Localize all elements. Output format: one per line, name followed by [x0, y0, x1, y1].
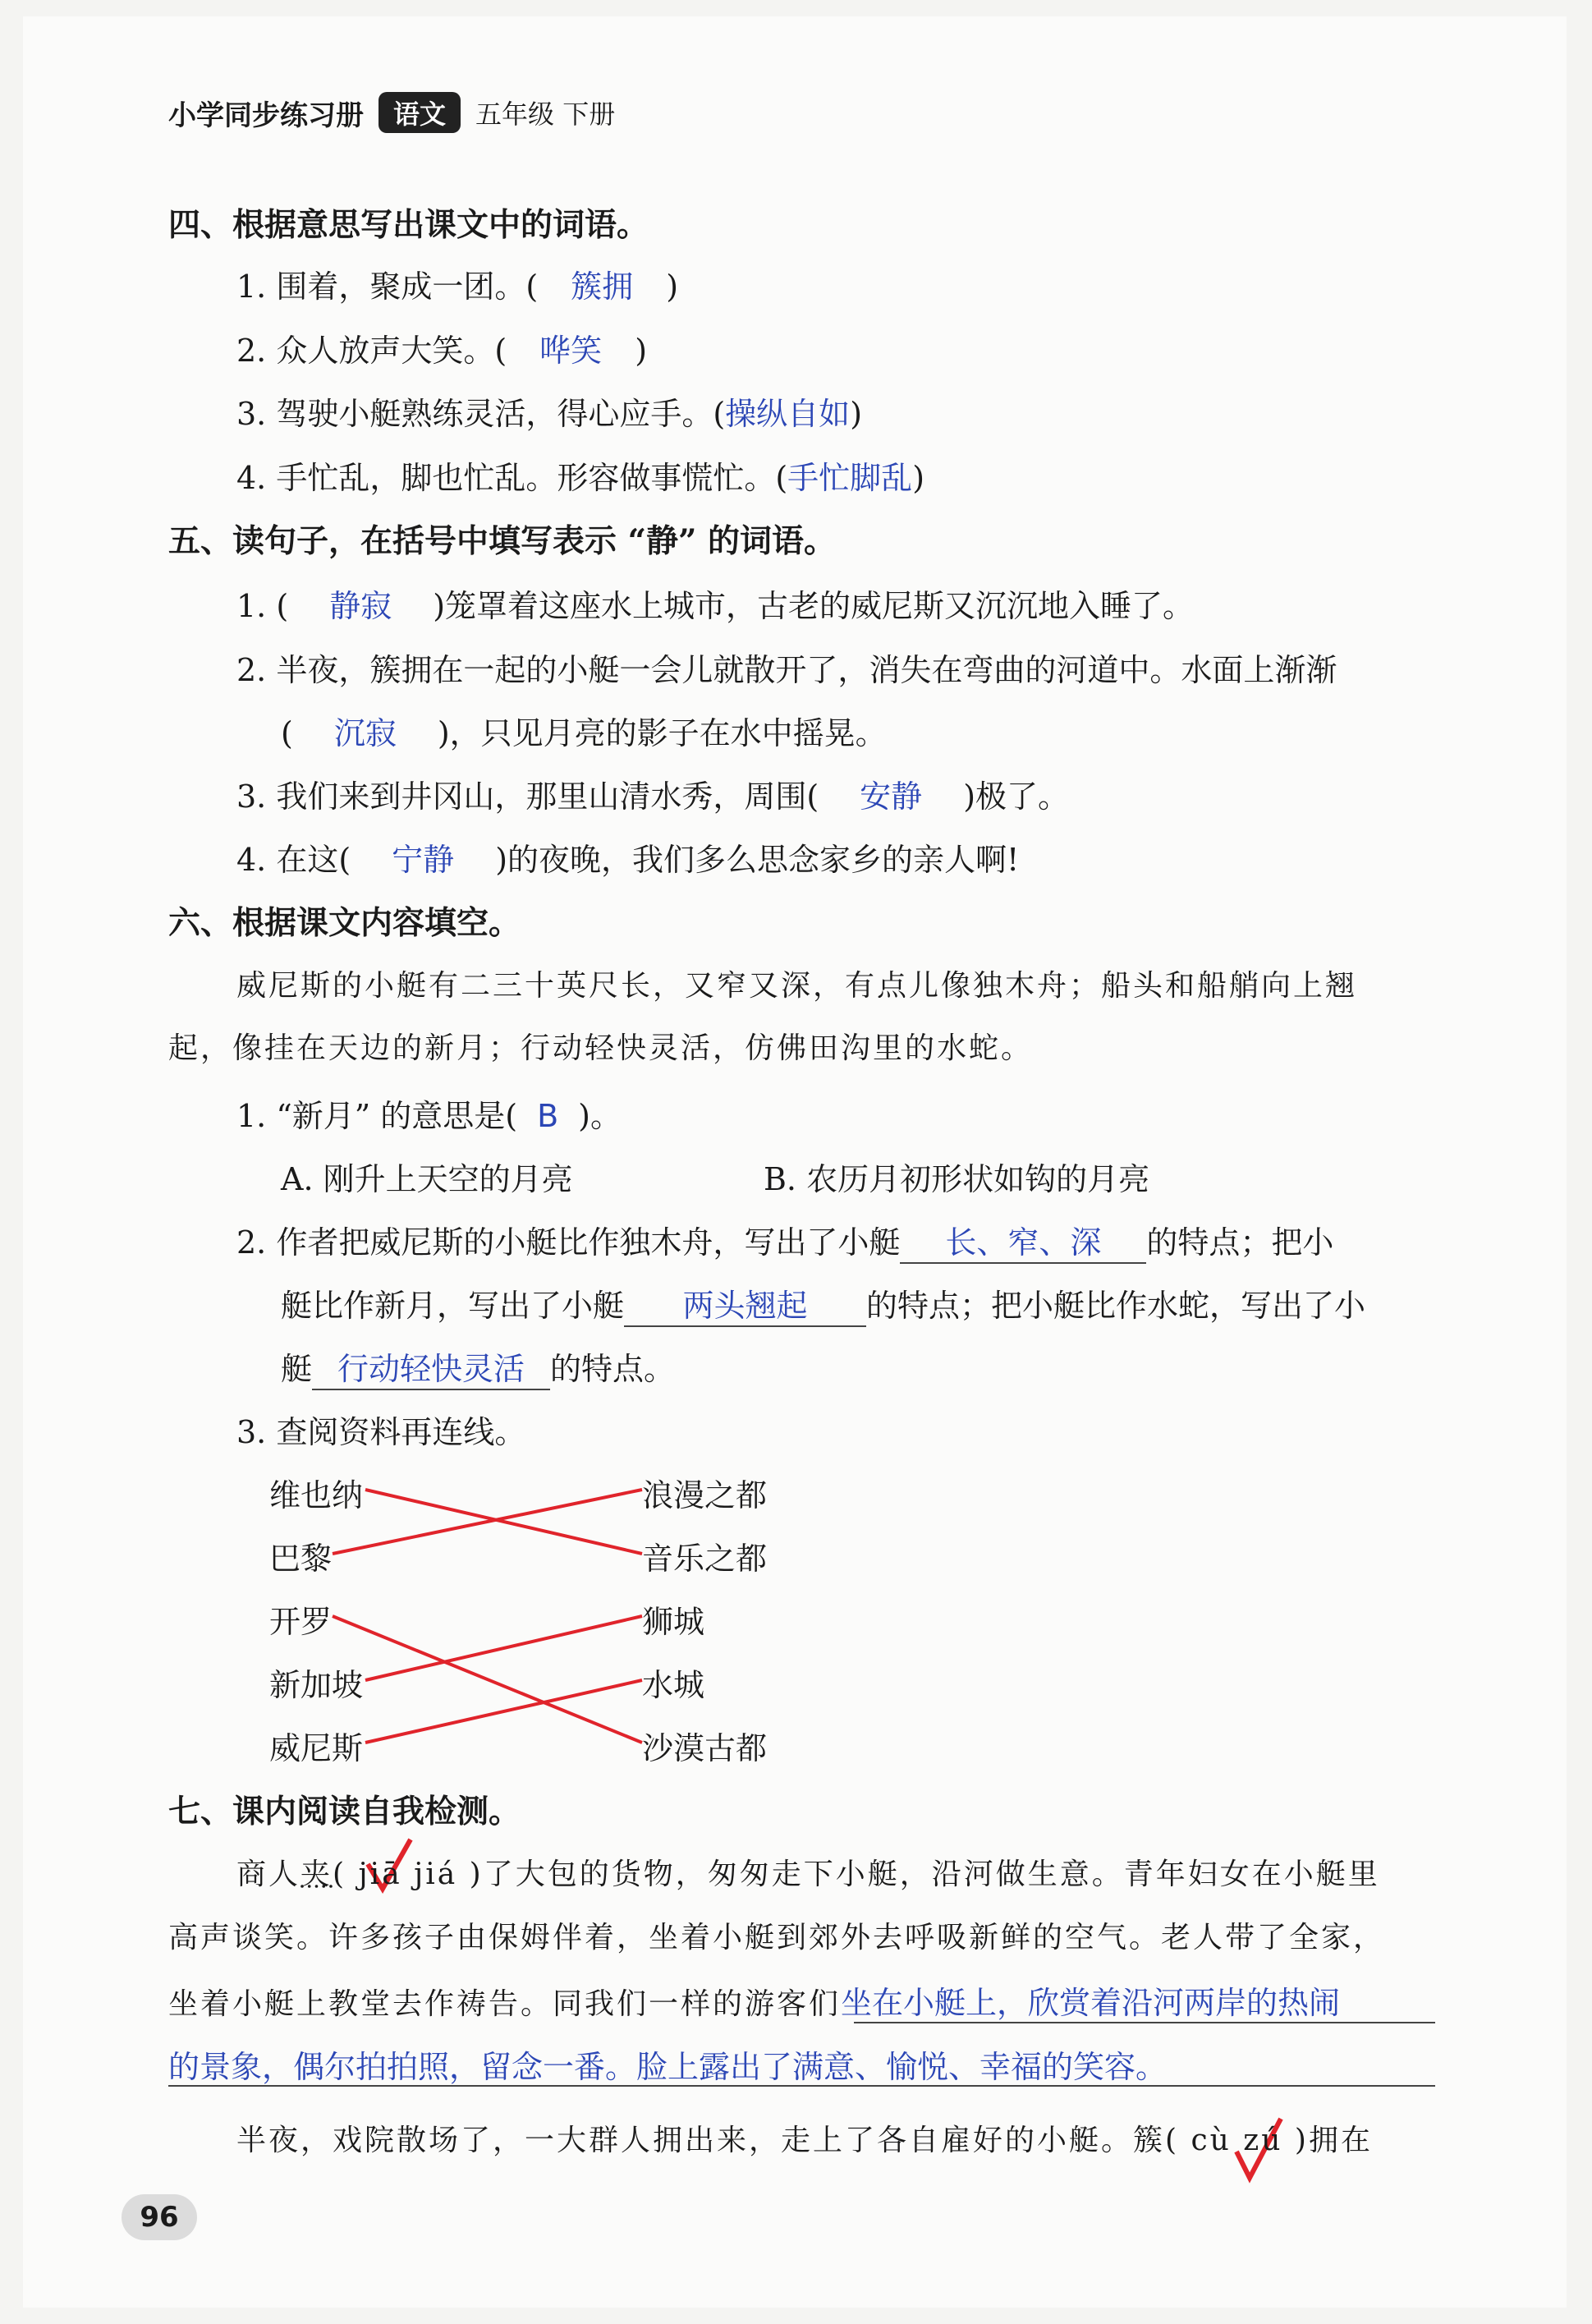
s6-option-b: B. 农历月初形状如钩的月亮 [764, 1161, 1150, 1197]
s4-answer-4: 手忙脚乱 [787, 460, 913, 496]
match-left-5: 威尼斯 [269, 1730, 364, 1766]
match-left-3: 开罗 [269, 1604, 333, 1640]
book-title: 小学同步练习册 [168, 99, 364, 132]
s5-item-1: 1. ( 静寂 )笼罩着这座水上城市，古老的威尼斯又沉沉地入睡了。 [236, 588, 1195, 624]
s7-line-1: 商人夹( jiā jiá )了大包的货物，匆匆走下小艇，沿河做生意。青年妇女在小艇里 [236, 1858, 1380, 1891]
s7-line-2: 高声谈笑。许多孩子由保姆伴着，坐着小艇到郊外去呼吸新鲜的空气。老人带了全家， [168, 1921, 1386, 1954]
match-right-5: 沙漠古都 [642, 1730, 768, 1766]
s4-answer-1: 簇拥 [571, 269, 634, 305]
match-left-4: 新加坡 [269, 1667, 364, 1703]
s6-question-2-line-2: 艇比作新月，写出了小艇 两头翘起 的特点；把小艇比作水蛇，写出了小 [281, 1280, 1365, 1327]
section-7-title: 七、课内阅读自我检测。 [168, 1793, 521, 1830]
section-6-title: 六、根据课文内容填空。 [168, 904, 521, 942]
s6-passage-line-1: 威尼斯的小艇有二三十英尺长，又窄又深，有点儿像独木舟；船头和船艄向上翘 [236, 969, 1358, 1003]
s5-item-2-line-1: 2. 半夜，簇拥在一起的小艇一会儿就散开了，消失在弯曲的河道中。水面上渐渐 [236, 652, 1337, 688]
match-line-cairo-desert [333, 1616, 642, 1743]
s6-passage-line-2: 起，像挂在天边的新月；行动轻快灵活，仿佛田沟里的水蛇。 [168, 1031, 1034, 1065]
s7-answer-part-2: 的景象，偶尔拍拍照，留念一番。脸上露出了满意、愉悦、幸福的笑容。 [168, 2049, 1168, 2085]
s5-answer-4: 宁静 [392, 842, 455, 878]
s5-answer-2: 沉寂 [333, 715, 397, 751]
grade-label: 五年级 下册 [475, 99, 616, 130]
s6-answer-1: B [537, 1098, 559, 1134]
s4-item-4: 4. 手忙乱，脚也忙乱。形容做事慌忙。(手忙脚乱) [236, 460, 925, 496]
section-4-title: 四、根据意思写出课文中的词语。 [168, 206, 649, 244]
s4-item-2: 2. 众人放声大笑。( 哗笑 ) [236, 333, 648, 369]
s6-question-3: 3. 查阅资料再连线。 [236, 1414, 526, 1450]
match-right-1: 浪漫之都 [642, 1477, 768, 1513]
s4-item-1: 1. 围着，聚成一团。( 簇拥 ) [236, 269, 679, 305]
s7-line-3: 坐着小艇上教堂去作祷告。同我们一样的游客们坐在小艇上，欣赏着沿河两岸的热闹 [168, 1985, 1341, 2021]
s4-answer-3: 操纵自如 [725, 396, 851, 432]
s7-answer-part-1: 坐在小艇上，欣赏着沿河两岸的热闹 [841, 1985, 1341, 2021]
s6-question-2-line-1: 2. 作者把威尼斯的小艇比作独木舟，写出了小艇 长、窄、深 的特点；把小 [236, 1217, 1333, 1264]
s4-item-3: 3. 驾驶小艇熟练灵活，得心应手。(操纵自如) [236, 396, 863, 432]
s5-item-3: 3. 我们来到井冈山，那里山清水秀，周围( 安静 )极了。 [236, 778, 1070, 815]
s5-item-2-line-2: ( 沉寂 )，只见月亮的影子在水中摇晃。 [281, 715, 887, 751]
match-right-4: 水城 [642, 1667, 705, 1703]
s6-blank-1: 长、窄、深 [900, 1217, 1146, 1264]
s4-answer-2: 哗笑 [539, 333, 603, 369]
match-line-venice-water [365, 1680, 642, 1743]
match-left-2: 巴黎 [269, 1541, 333, 1577]
s6-blank-3: 行动轻快灵活 [312, 1343, 550, 1390]
s6-blank-2: 两头翘起 [624, 1280, 866, 1327]
match-right-3: 狮城 [642, 1604, 705, 1640]
s6-question-2-line-3: 艇 行动轻快灵活 的特点。 [281, 1343, 675, 1390]
section-5-title: 五、读句子，在括号中填写表示 “静” 的词语。 [168, 522, 837, 560]
s5-answer-3: 安静 [860, 778, 923, 815]
match-left-1: 维也纳 [269, 1477, 364, 1513]
s5-item-4: 4. 在这( 宁静 )的夜晚，我们多么思念家乡的亲人啊! [236, 842, 1020, 878]
page-number: 96 [122, 2194, 197, 2240]
subject-badge: 语文 [379, 92, 461, 133]
s7-line-5: 半夜，戏院散场了，一大群人拥出来，走上了各自雇好的小艇。簇( cù zú )拥在 [236, 2124, 1373, 2157]
s5-answer-1: 静寂 [329, 588, 392, 624]
s6-question-1: 1. “新月” 的意思是( B )。 [236, 1098, 622, 1134]
s6-option-a: A. 刚升上天空的月亮 [281, 1161, 573, 1197]
match-right-2: 音乐之都 [642, 1541, 768, 1577]
